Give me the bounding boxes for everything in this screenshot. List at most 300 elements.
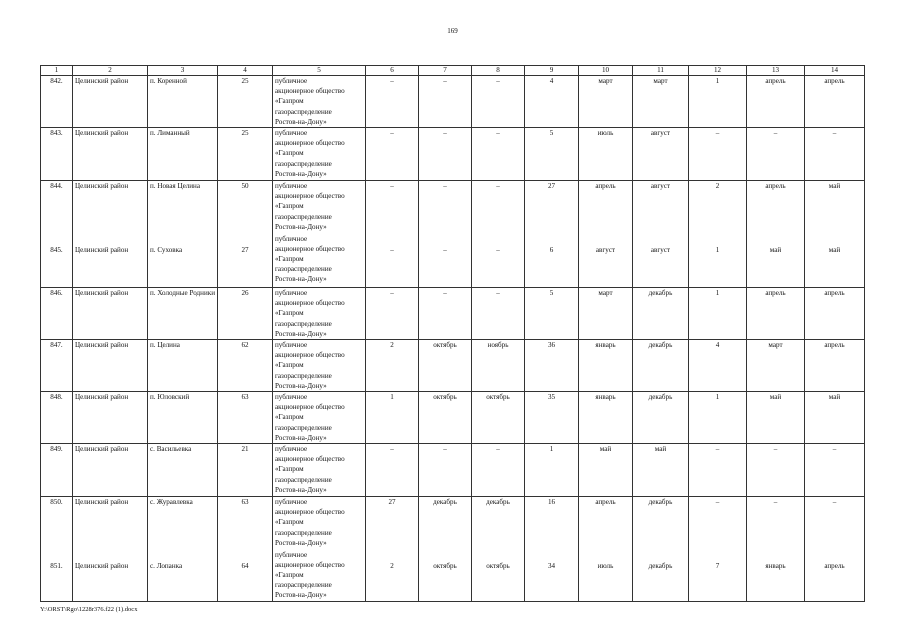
col12-cell bbox=[689, 128, 747, 181]
organization-line: акционерное общество bbox=[275, 87, 345, 96]
col13-cell bbox=[747, 550, 805, 602]
col6-cell-text: 2 bbox=[390, 341, 394, 350]
col6-cell-text: – bbox=[390, 129, 394, 138]
col8-cell-text: – bbox=[496, 445, 500, 454]
col8-cell-text: – bbox=[496, 129, 500, 138]
col6-cell bbox=[366, 128, 419, 181]
district-cell bbox=[73, 392, 148, 444]
col13-cell-text: – bbox=[773, 129, 778, 138]
col11-cell bbox=[633, 392, 689, 444]
settlement-cell-text: п. Целина bbox=[150, 341, 180, 350]
organization-cell bbox=[273, 340, 366, 392]
col6-cell bbox=[366, 550, 419, 602]
col13-cell bbox=[747, 128, 805, 181]
district-cell-text: Целинский район bbox=[75, 561, 129, 570]
col7-cell bbox=[419, 288, 472, 340]
organization-line: «Газпром bbox=[275, 413, 304, 422]
col10-cell bbox=[579, 497, 633, 550]
table-row bbox=[41, 340, 865, 392]
col9-cell-text: 6 bbox=[549, 245, 554, 254]
col13-cell-text: апрель bbox=[765, 289, 786, 298]
row-number bbox=[41, 128, 73, 181]
col13-cell-text: апрель bbox=[765, 182, 786, 191]
settlement-cell bbox=[148, 340, 218, 392]
organization-line: газораспределение bbox=[275, 423, 332, 432]
col14-cell-text: апрель bbox=[824, 341, 845, 350]
col7-cell-text: декабрь bbox=[433, 498, 457, 507]
row-number bbox=[41, 288, 73, 340]
organization-cell bbox=[273, 444, 366, 497]
col14-cell-text: – bbox=[832, 445, 837, 454]
count-cell-text: 21 bbox=[241, 445, 249, 454]
organization-cell bbox=[273, 76, 366, 128]
col6-cell-text: – bbox=[390, 182, 394, 191]
col12-cell-text: – bbox=[715, 445, 720, 454]
organization-cell bbox=[273, 497, 366, 550]
organization-line: газораспределение bbox=[275, 265, 332, 274]
row-number-text: 843. bbox=[50, 129, 63, 138]
col6-cell bbox=[366, 392, 419, 444]
col13-cell bbox=[747, 288, 805, 340]
col8-cell-text: ноябрь bbox=[487, 341, 509, 350]
col14-cell bbox=[805, 550, 865, 602]
col7-cell-text: – bbox=[443, 182, 447, 191]
table-row bbox=[41, 234, 865, 288]
col13-cell bbox=[747, 392, 805, 444]
settlement-cell-text: п. Лиманный bbox=[150, 129, 190, 138]
col10-cell-text: март bbox=[598, 289, 613, 298]
col10-cell-text: май bbox=[599, 445, 612, 454]
col13-cell-text: январь bbox=[765, 561, 786, 570]
col11-cell-text: март bbox=[653, 77, 668, 85]
organization-line: публичное bbox=[275, 77, 308, 85]
organization-line: газораспределение bbox=[275, 319, 332, 328]
col11-cell bbox=[633, 234, 689, 288]
count-cell-text: 25 bbox=[241, 129, 249, 138]
column-header: 8 bbox=[472, 66, 525, 76]
col14-cell bbox=[805, 181, 865, 234]
organization-line: публичное bbox=[275, 129, 308, 138]
col11-cell-text: май bbox=[654, 445, 667, 454]
col9-cell bbox=[525, 392, 579, 444]
col13-cell bbox=[747, 181, 805, 234]
row-number bbox=[41, 444, 73, 497]
col14-cell-text: май bbox=[828, 245, 841, 254]
col11-cell-text: август bbox=[650, 245, 671, 254]
col10-cell-text: апрель bbox=[595, 498, 616, 507]
column-header: 3 bbox=[148, 66, 218, 76]
count-cell-text: 64 bbox=[241, 561, 249, 570]
organization-line: «Газпром bbox=[275, 149, 304, 158]
district-cell-text: Целинский район bbox=[75, 245, 129, 254]
col14-cell bbox=[805, 444, 865, 497]
col8-cell bbox=[472, 76, 525, 128]
district-cell bbox=[73, 340, 148, 392]
settlement-cell bbox=[148, 181, 218, 234]
organization-line: акционерное общество bbox=[275, 299, 345, 308]
col8-cell-text: – bbox=[496, 289, 500, 298]
row-number-text: 848. bbox=[50, 393, 63, 402]
organization-line: газораспределение bbox=[275, 212, 332, 221]
district-cell bbox=[73, 497, 148, 550]
col7-cell-text: октябрь bbox=[433, 341, 457, 350]
row-number-text: 851. bbox=[50, 561, 63, 570]
col12-cell bbox=[689, 181, 747, 234]
col9-cell bbox=[525, 550, 579, 602]
district-cell bbox=[73, 76, 148, 128]
organization-line: акционерное общество bbox=[275, 560, 345, 569]
organization-line: «Газпром bbox=[275, 254, 304, 263]
col10-cell-text: август bbox=[595, 245, 616, 254]
organization-cell bbox=[273, 392, 366, 444]
col10-cell bbox=[579, 340, 633, 392]
organization-line: газораспределение bbox=[275, 371, 332, 380]
col10-cell-text: апрель bbox=[595, 182, 616, 191]
settlement-cell-text: п. Коренной bbox=[150, 77, 187, 85]
col12-cell-text: 1 bbox=[715, 393, 720, 402]
col14-cell bbox=[805, 76, 865, 128]
row-number bbox=[41, 234, 73, 288]
col12-cell-text: 1 bbox=[715, 245, 720, 254]
organization-line: газораспределение bbox=[275, 581, 332, 590]
col8-cell-text: октябрь bbox=[486, 561, 510, 570]
row-number-text: 850. bbox=[50, 498, 63, 507]
organization-line: публичное bbox=[275, 234, 308, 243]
count-cell-text: 26 bbox=[241, 289, 249, 298]
district-cell-text: Целинский район bbox=[75, 498, 129, 507]
col11-cell bbox=[633, 181, 689, 234]
register-table bbox=[40, 65, 865, 602]
settlement-cell-text: п. Новая Целина bbox=[150, 182, 201, 191]
col7-cell-text: – bbox=[443, 445, 447, 454]
district-cell bbox=[73, 181, 148, 234]
col8-cell-text: октябрь bbox=[486, 393, 510, 402]
district-cell-text: Целинский район bbox=[75, 393, 129, 402]
col9-cell-text: 5 bbox=[549, 129, 554, 138]
col7-cell bbox=[419, 392, 472, 444]
col8-cell-text: – bbox=[496, 182, 500, 191]
organization-cell bbox=[273, 288, 366, 340]
count-cell-text: 50 bbox=[241, 182, 249, 191]
col11-cell-text: декабрь bbox=[648, 341, 673, 350]
organization-line: публичное bbox=[275, 182, 308, 191]
col10-cell-text: июль bbox=[597, 129, 614, 138]
col10-cell bbox=[579, 181, 633, 234]
col12-cell bbox=[689, 340, 747, 392]
district-cell bbox=[73, 550, 148, 602]
col8-cell bbox=[472, 550, 525, 602]
organization-line: газораспределение bbox=[275, 159, 332, 168]
col12-cell-text: – bbox=[715, 498, 720, 507]
organization-line: Ростов-на-Дону» bbox=[275, 538, 327, 547]
settlement-cell-text: с. Лопанка bbox=[150, 561, 183, 570]
count-cell bbox=[218, 340, 273, 392]
col11-cell-text: август bbox=[650, 129, 671, 138]
col13-cell-text: май bbox=[769, 245, 782, 254]
col11-cell bbox=[633, 76, 689, 128]
col7-cell-text: – bbox=[443, 245, 447, 254]
col11-cell bbox=[633, 497, 689, 550]
col12-cell bbox=[689, 444, 747, 497]
col12-cell bbox=[689, 234, 747, 288]
row-number-text: 842. bbox=[50, 77, 63, 85]
settlement-cell bbox=[148, 288, 218, 340]
col8-cell bbox=[472, 288, 525, 340]
col6-cell bbox=[366, 234, 419, 288]
col6-cell bbox=[366, 288, 419, 340]
organization-cell bbox=[273, 550, 366, 602]
district-cell bbox=[73, 288, 148, 340]
table-row bbox=[41, 76, 865, 128]
table-row bbox=[41, 181, 865, 234]
column-header: 14 bbox=[805, 66, 865, 76]
col7-cell bbox=[419, 128, 472, 181]
col12-cell-text: 2 bbox=[715, 182, 720, 191]
col8-cell bbox=[472, 234, 525, 288]
organization-line: «Газпром bbox=[275, 361, 304, 370]
organization-line: акционерное общество bbox=[275, 351, 345, 360]
col11-cell-text: декабрь bbox=[648, 289, 673, 298]
table-row bbox=[41, 392, 865, 444]
column-header: 1 bbox=[41, 66, 73, 76]
organization-line: публичное bbox=[275, 393, 308, 402]
count-cell-text: 25 bbox=[241, 77, 249, 85]
organization-line: Ростов-на-Дону» bbox=[275, 222, 327, 231]
col13-cell-text: – bbox=[773, 498, 778, 507]
col11-cell-text: декабрь bbox=[648, 561, 673, 570]
col9-cell-text: 27 bbox=[547, 182, 556, 191]
col7-cell-text: октябрь bbox=[433, 393, 457, 402]
col9-cell bbox=[525, 234, 579, 288]
column-header: 9 bbox=[525, 66, 579, 76]
col13-cell bbox=[747, 497, 805, 550]
col8-cell bbox=[472, 444, 525, 497]
col9-cell-text: 1 bbox=[549, 445, 554, 454]
organization-line: Ростов-на-Дону» bbox=[275, 433, 327, 442]
settlement-cell bbox=[148, 444, 218, 497]
col8-cell bbox=[472, 128, 525, 181]
col10-cell bbox=[579, 128, 633, 181]
col11-cell bbox=[633, 340, 689, 392]
col6-cell-text: 27 bbox=[388, 498, 396, 507]
district-cell-text: Целинский район bbox=[75, 77, 129, 85]
col6-cell-text: – bbox=[390, 77, 394, 85]
col12-cell-text: – bbox=[715, 129, 720, 138]
count-cell-text: 63 bbox=[241, 393, 249, 402]
column-header: 7 bbox=[419, 66, 472, 76]
organization-line: «Газпром bbox=[275, 309, 304, 318]
col6-cell bbox=[366, 76, 419, 128]
district-cell bbox=[73, 234, 148, 288]
col9-cell bbox=[525, 76, 579, 128]
col8-cell bbox=[472, 340, 525, 392]
col9-cell-text: 16 bbox=[547, 498, 556, 507]
col14-cell-text: май bbox=[828, 182, 841, 191]
col7-cell bbox=[419, 340, 472, 392]
col14-cell-text: – bbox=[832, 498, 837, 507]
col10-cell-text: январь bbox=[595, 393, 616, 402]
col6-cell-text: 2 bbox=[390, 561, 394, 570]
organization-line: газораспределение bbox=[275, 475, 332, 484]
col11-cell-text: декабрь bbox=[648, 393, 673, 402]
col10-cell-text: март bbox=[598, 77, 613, 85]
col7-cell bbox=[419, 497, 472, 550]
count-cell bbox=[218, 550, 273, 602]
row-number bbox=[41, 76, 73, 128]
column-header: 5 bbox=[273, 66, 366, 76]
settlement-cell-text: п. Холодные Родники bbox=[150, 289, 216, 298]
settlement-cell-text: п. Суховка bbox=[150, 245, 183, 254]
col14-cell-text: май bbox=[828, 393, 841, 402]
col14-cell bbox=[805, 234, 865, 288]
col6-cell bbox=[366, 181, 419, 234]
organization-line: Ростов-на-Дону» bbox=[275, 381, 327, 390]
settlement-cell bbox=[148, 234, 218, 288]
row-number-text: 844. bbox=[50, 182, 63, 191]
col9-cell bbox=[525, 497, 579, 550]
col7-cell bbox=[419, 76, 472, 128]
organization-line: публичное bbox=[275, 550, 308, 559]
col11-cell-text: декабрь bbox=[648, 498, 673, 507]
organization-line: акционерное общество bbox=[275, 508, 345, 517]
count-cell-text: 62 bbox=[241, 341, 249, 350]
col9-cell bbox=[525, 340, 579, 392]
col13-cell bbox=[747, 234, 805, 288]
col8-cell-text: – bbox=[496, 245, 500, 254]
district-cell-text: Целинский район bbox=[75, 182, 129, 191]
col11-cell-text: август bbox=[650, 182, 671, 191]
col6-cell-text: – bbox=[390, 445, 394, 454]
row-number bbox=[41, 497, 73, 550]
organization-line: «Газпром bbox=[275, 465, 304, 474]
col10-cell bbox=[579, 392, 633, 444]
organization-line: акционерное общество bbox=[275, 455, 345, 464]
table-header-row bbox=[41, 66, 865, 76]
table-row bbox=[41, 497, 865, 550]
col6-cell bbox=[366, 340, 419, 392]
table-body bbox=[41, 66, 865, 602]
organization-line: газораспределение bbox=[275, 107, 332, 116]
col13-cell-text: май bbox=[769, 393, 782, 402]
col14-cell-text: апрель bbox=[824, 289, 845, 298]
count-cell-text: 27 bbox=[241, 245, 249, 254]
col9-cell-text: 5 bbox=[549, 289, 554, 298]
col12-cell-text: 1 bbox=[715, 289, 720, 298]
col14-cell bbox=[805, 288, 865, 340]
count-cell bbox=[218, 128, 273, 181]
col8-cell bbox=[472, 392, 525, 444]
col7-cell bbox=[419, 444, 472, 497]
file-path-footer: Y:\ORST\Rgo\1228r376.f22 (1).docx bbox=[40, 606, 138, 613]
col12-cell bbox=[689, 497, 747, 550]
column-header: 4 bbox=[218, 66, 273, 76]
organization-line: акционерное общество bbox=[275, 403, 345, 412]
count-cell-text: 63 bbox=[241, 498, 249, 507]
col8-cell bbox=[472, 181, 525, 234]
organization-line: Ростов-на-Дону» bbox=[275, 591, 327, 600]
organization-cell bbox=[273, 234, 366, 288]
count-cell bbox=[218, 76, 273, 128]
row-number bbox=[41, 550, 73, 602]
col13-cell bbox=[747, 76, 805, 128]
col7-cell-text: – bbox=[443, 129, 447, 138]
organization-cell bbox=[273, 128, 366, 181]
district-cell bbox=[73, 444, 148, 497]
col13-cell bbox=[747, 340, 805, 392]
col9-cell-text: 35 bbox=[547, 393, 556, 402]
col11-cell bbox=[633, 128, 689, 181]
col12-cell bbox=[689, 288, 747, 340]
col7-cell bbox=[419, 550, 472, 602]
col14-cell-text: – bbox=[832, 129, 837, 138]
settlement-cell-text: с. Васильевка bbox=[150, 445, 192, 454]
row-number-text: 846. bbox=[50, 289, 63, 298]
col6-cell-text: – bbox=[390, 289, 394, 298]
col10-cell bbox=[579, 76, 633, 128]
col13-cell-text: март bbox=[768, 341, 783, 350]
settlement-cell bbox=[148, 497, 218, 550]
organization-line: публичное bbox=[275, 289, 308, 298]
settlement-cell-text: п. Юловский bbox=[150, 393, 190, 402]
row-number bbox=[41, 181, 73, 234]
col11-cell bbox=[633, 444, 689, 497]
column-header: 12 bbox=[689, 66, 747, 76]
row-number bbox=[41, 392, 73, 444]
organization-line: «Газпром bbox=[275, 202, 304, 211]
organization-line: «Газпром bbox=[275, 570, 304, 579]
col7-cell bbox=[419, 234, 472, 288]
col14-cell-text: апрель bbox=[824, 561, 845, 570]
col9-cell-text: 4 bbox=[549, 77, 554, 85]
col7-cell bbox=[419, 181, 472, 234]
organization-line: «Газпром bbox=[275, 518, 304, 527]
organization-line: газораспределение bbox=[275, 528, 332, 537]
col12-cell bbox=[689, 76, 747, 128]
settlement-cell-text: с. Журавлевка bbox=[150, 498, 193, 507]
col10-cell bbox=[579, 234, 633, 288]
page-number: 169 bbox=[447, 27, 458, 35]
col12-cell bbox=[689, 550, 747, 602]
col9-cell bbox=[525, 288, 579, 340]
district-cell-text: Целинский район bbox=[75, 341, 129, 350]
col12-cell-text: 1 bbox=[715, 77, 720, 85]
column-header: 2 bbox=[73, 66, 148, 76]
col12-cell-text: 4 bbox=[715, 341, 720, 350]
organization-line: Ростов-на-Дону» bbox=[275, 275, 327, 284]
row-number-text: 845. bbox=[50, 245, 63, 254]
settlement-cell bbox=[148, 392, 218, 444]
count-cell bbox=[218, 234, 273, 288]
row-number bbox=[41, 340, 73, 392]
district-cell-text: Целинский район bbox=[75, 289, 129, 298]
table-row bbox=[41, 288, 865, 340]
table-row bbox=[41, 128, 865, 181]
settlement-cell bbox=[148, 550, 218, 602]
organization-line: публичное bbox=[275, 498, 308, 507]
col14-cell bbox=[805, 497, 865, 550]
col10-cell bbox=[579, 550, 633, 602]
column-header: 13 bbox=[747, 66, 805, 76]
organization-line: акционерное общество bbox=[275, 244, 345, 253]
col7-cell-text: – bbox=[443, 289, 447, 298]
table-row bbox=[41, 550, 865, 602]
col10-cell-text: январь bbox=[595, 341, 616, 350]
col9-cell bbox=[525, 181, 579, 234]
settlement-cell bbox=[148, 128, 218, 181]
col10-cell bbox=[579, 288, 633, 340]
col9-cell bbox=[525, 444, 579, 497]
col14-cell bbox=[805, 340, 865, 392]
